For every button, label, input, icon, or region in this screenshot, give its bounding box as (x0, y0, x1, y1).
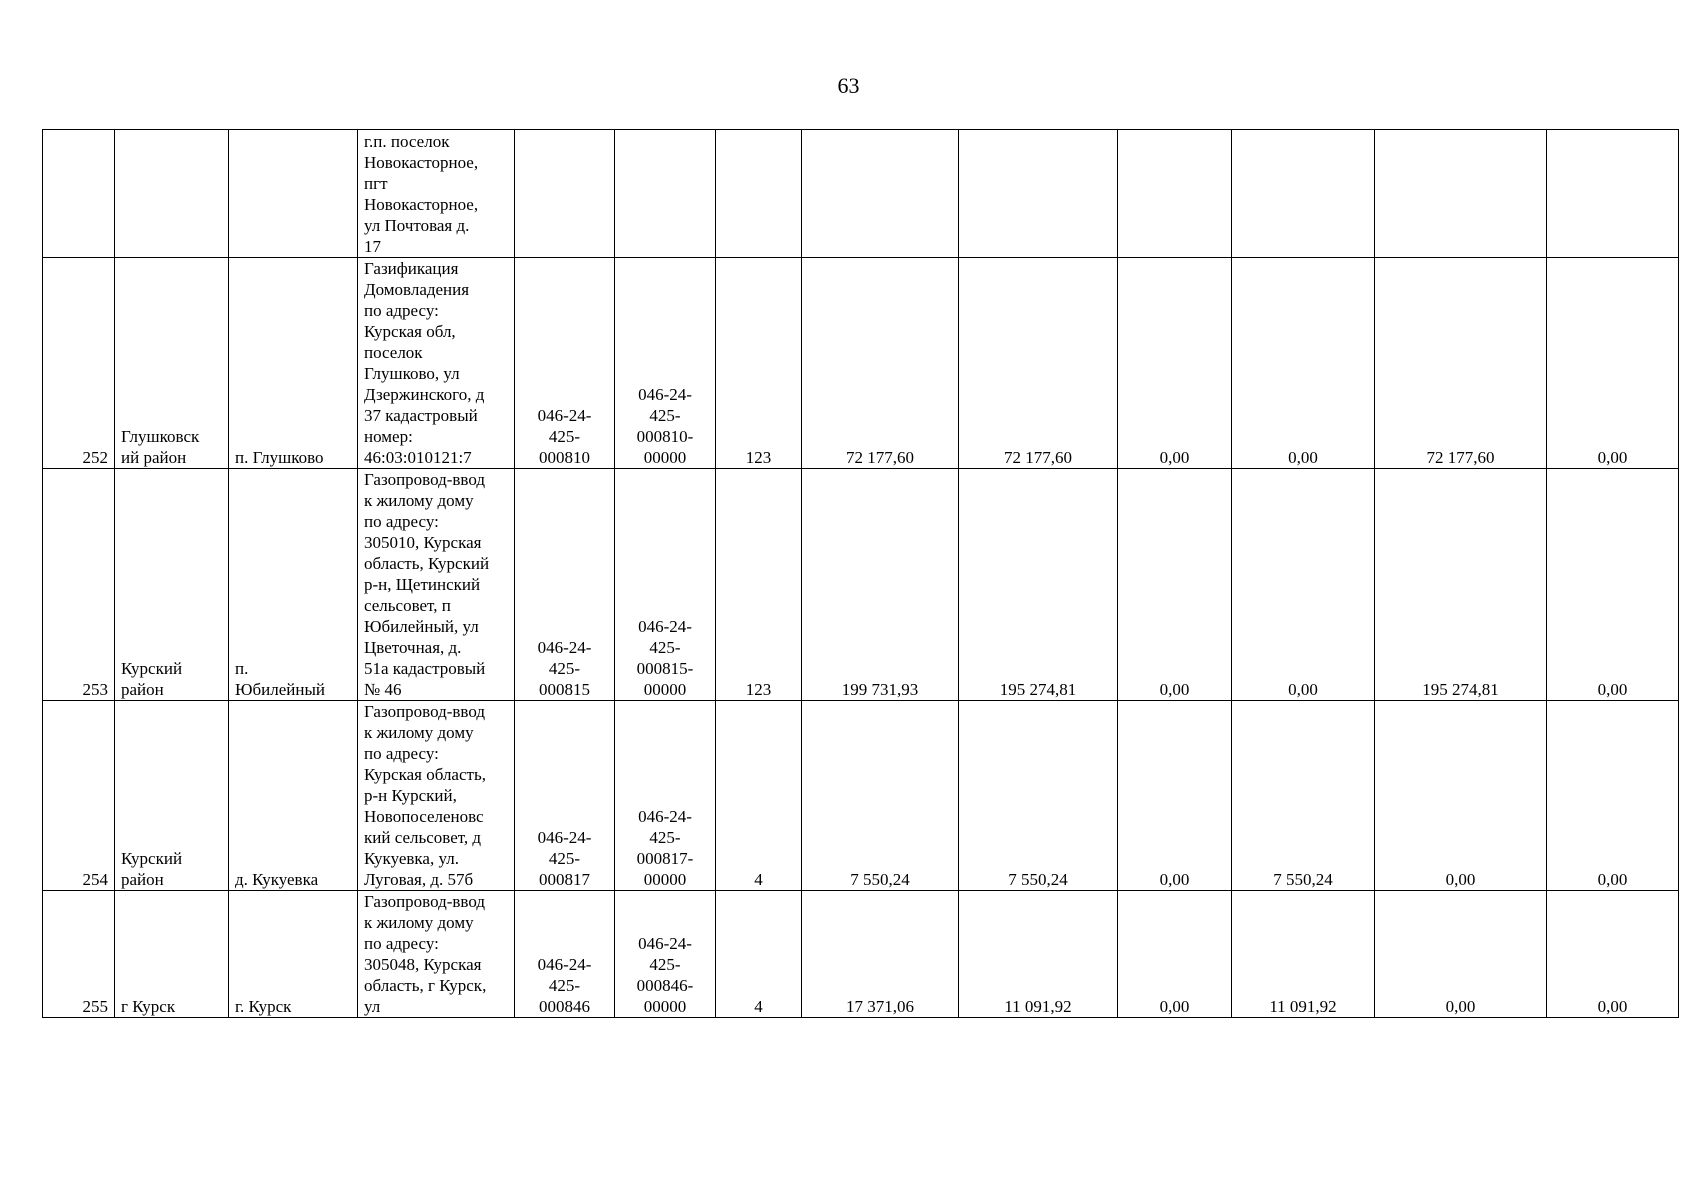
code-cell: 046-24- 425- 000810 (515, 258, 615, 469)
code-cell: 046-24- 425- 000846 (515, 891, 615, 1018)
amount-cell: 0,00 (1232, 258, 1375, 469)
amount-cell: 7 550,24 (1232, 701, 1375, 891)
quantity-cell: 4 (716, 701, 802, 891)
amount-cell: 72 177,60 (1375, 258, 1547, 469)
amount-cell: 0,00 (1375, 701, 1547, 891)
table-row (43, 891, 1679, 1018)
quantity-cell: 123 (716, 258, 802, 469)
district-cell: г Курск (115, 891, 229, 1018)
object-description-cell: Газопровод-ввод к жилому дому по адресу: Курская область, р-н Курский, Новопоселеновс кий сельсовет, д Кукуевка, ул. Луговая, д. 57б (358, 701, 515, 891)
district-cell: Курский район (115, 469, 229, 701)
table-row (43, 130, 1679, 258)
code-cell: 046-24- 425- 000815 (515, 469, 615, 701)
full-code-cell: 046-24- 425- 000810- 00000 (615, 258, 716, 469)
row-number: 254 (43, 701, 115, 891)
row-number (43, 130, 115, 258)
page-number: 63 (837, 73, 860, 98)
locality-cell: п. Глушково (229, 258, 358, 469)
amount-cell: 0,00 (1118, 469, 1232, 701)
amount-cell (1118, 130, 1232, 258)
table-row (43, 258, 1679, 469)
amount-cell: 0,00 (1547, 469, 1679, 701)
amount-cell: 17 371,06 (802, 891, 959, 1018)
amount-cell (1547, 130, 1679, 258)
amount-cell: 0,00 (1547, 258, 1679, 469)
object-description-cell: Газопровод-ввод к жилому дому по адресу: 305010, Курская область, Курский р-н, Щетинский сельсовет, п Юбилейный, ул Цветочная, д. 51а кадастровый № 46 (358, 469, 515, 701)
amount-cell (1375, 130, 1547, 258)
amount-cell (1232, 130, 1375, 258)
amount-cell: 0,00 (1375, 891, 1547, 1018)
district-cell: Глушковск ий район (115, 258, 229, 469)
amount-cell: 199 731,93 (802, 469, 959, 701)
full-code-cell: 046-24- 425- 000817- 00000 (615, 701, 716, 891)
amount-cell: 0,00 (1547, 701, 1679, 891)
object-description-cell: Газопровод-ввод к жилому дому по адресу: 305048, Курская область, г Курск, ул (358, 891, 515, 1018)
amount-cell: 0,00 (1118, 258, 1232, 469)
row-number: 253 (43, 469, 115, 701)
object-description-cell: г.п. поселок Новокасторное, пгт Новокасторное, ул Почтовая д. 17 (358, 130, 515, 258)
amount-cell: 7 550,24 (802, 701, 959, 891)
district-cell (115, 130, 229, 258)
row-number: 255 (43, 891, 115, 1018)
amount-cell: 7 550,24 (959, 701, 1118, 891)
amount-cell: 11 091,92 (959, 891, 1118, 1018)
full-code-cell (615, 130, 716, 258)
amount-cell: 72 177,60 (802, 258, 959, 469)
locality-cell: д. Кукуевка (229, 701, 358, 891)
row-number: 252 (43, 258, 115, 469)
table-row (43, 701, 1679, 891)
quantity-cell (716, 130, 802, 258)
quantity-cell: 123 (716, 469, 802, 701)
locality-cell: г. Курск (229, 891, 358, 1018)
district-cell: Курский район (115, 701, 229, 891)
quantity-cell: 4 (716, 891, 802, 1018)
table-row (43, 469, 1679, 701)
code-cell: 046-24- 425- 000817 (515, 701, 615, 891)
amount-cell: 0,00 (1547, 891, 1679, 1018)
registry-table (42, 129, 1679, 1018)
amount-cell (959, 130, 1118, 258)
code-cell (515, 130, 615, 258)
amount-cell: 0,00 (1118, 701, 1232, 891)
full-code-cell: 046-24- 425- 000815- 00000 (615, 469, 716, 701)
amount-cell: 0,00 (1118, 891, 1232, 1018)
full-code-cell: 046-24- 425- 000846- 00000 (615, 891, 716, 1018)
amount-cell: 0,00 (1232, 469, 1375, 701)
locality-cell: п. Юбилейный (229, 469, 358, 701)
object-description-cell: Газификация Домовладения по адресу: Курская обл, поселок Глушково, ул Дзержинского, д 37 кадастровый номер: 46:03:010121:7 (358, 258, 515, 469)
amount-cell: 195 274,81 (959, 469, 1118, 701)
amount-cell: 72 177,60 (959, 258, 1118, 469)
locality-cell (229, 130, 358, 258)
amount-cell (802, 130, 959, 258)
amount-cell: 195 274,81 (1375, 469, 1547, 701)
amount-cell: 11 091,92 (1232, 891, 1375, 1018)
